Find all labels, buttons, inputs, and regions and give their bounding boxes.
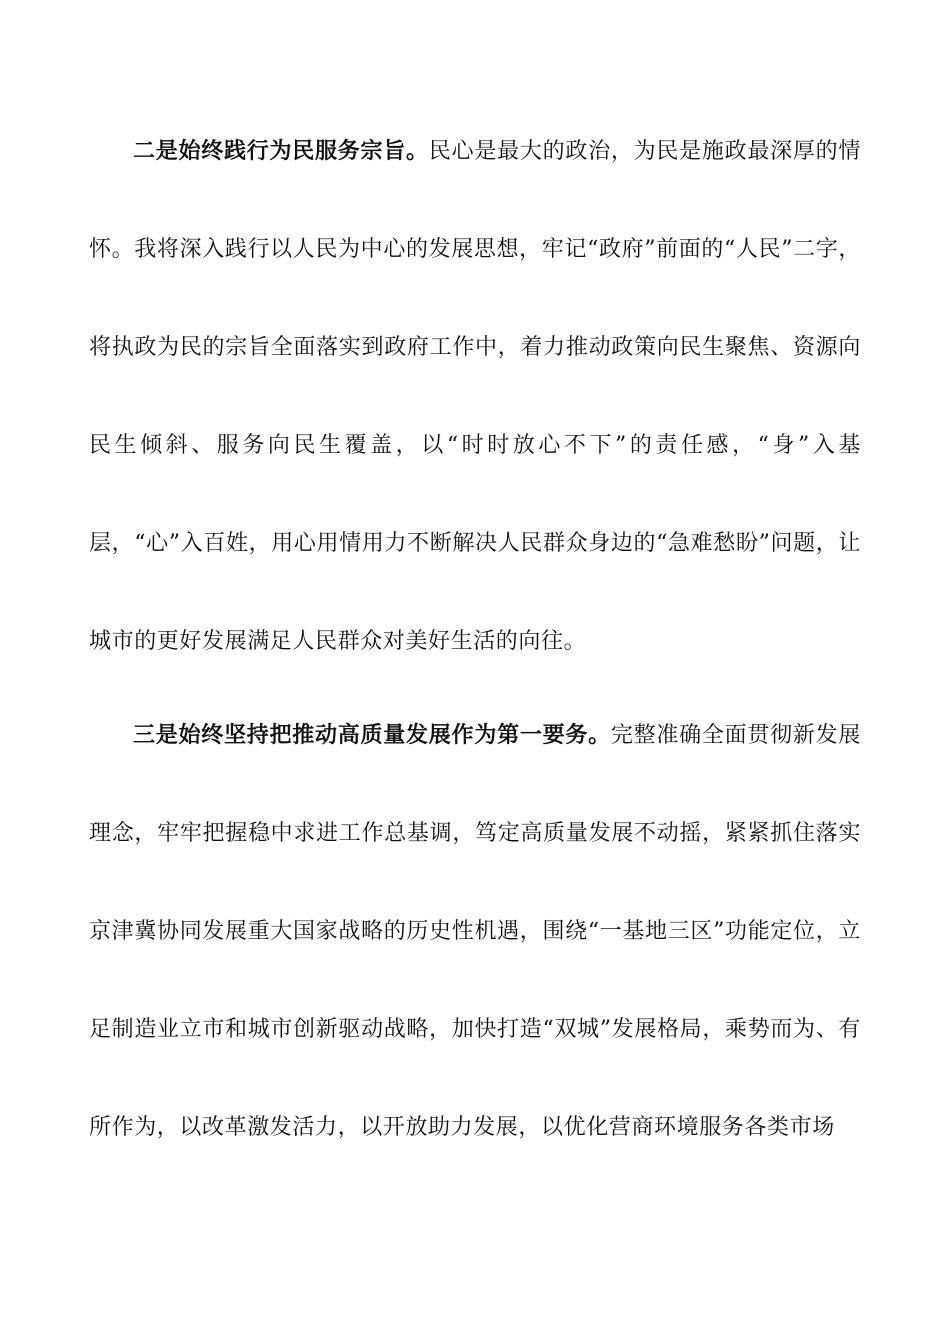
paragraph-body: 民心是最大的政治，为民是施政最深厚的情怀。我将深入践行以人民为中心的发展思想，牢记“政府”前面的“人民”二字，将执政为民的宗旨全面落实到政府工作中，着力推动政策向民生聚焦、资源向民生倾斜、服务向民生覆盖，以“时时放心不下”的责任感，“身”入基层，“心”入百姓，用心用情用力不断解决人民群众身边的“急难愁盼”问题，让城市的更好发展满足人民群众对美好生活的向往。 — [89, 139, 861, 654]
paragraph — [89, 687, 861, 1177]
paragraph-body: 完整准确全面贯彻新发展理念，牢牢把握稳中求进工作总基调，笃定高质量发展不动摇，紧紧抓住落实京津冀协同发展重大国家战略的历史性机遇，围绕“一基地三区”功能定位，立足制造业立市和城市创新驱动战略，加快打造“双城”发展格局，乘势而为、有所作为，以改革激发活力，以开放助力发展，以优化营商环境服务各类市场 — [89, 723, 861, 1140]
paragraph — [89, 103, 861, 691]
paragraph-lead: 三是始终坚持把推动高质量发展作为第一要务。 — [133, 723, 611, 748]
paragraph-lead: 二是始终践行为民服务宗旨。 — [133, 139, 429, 164]
